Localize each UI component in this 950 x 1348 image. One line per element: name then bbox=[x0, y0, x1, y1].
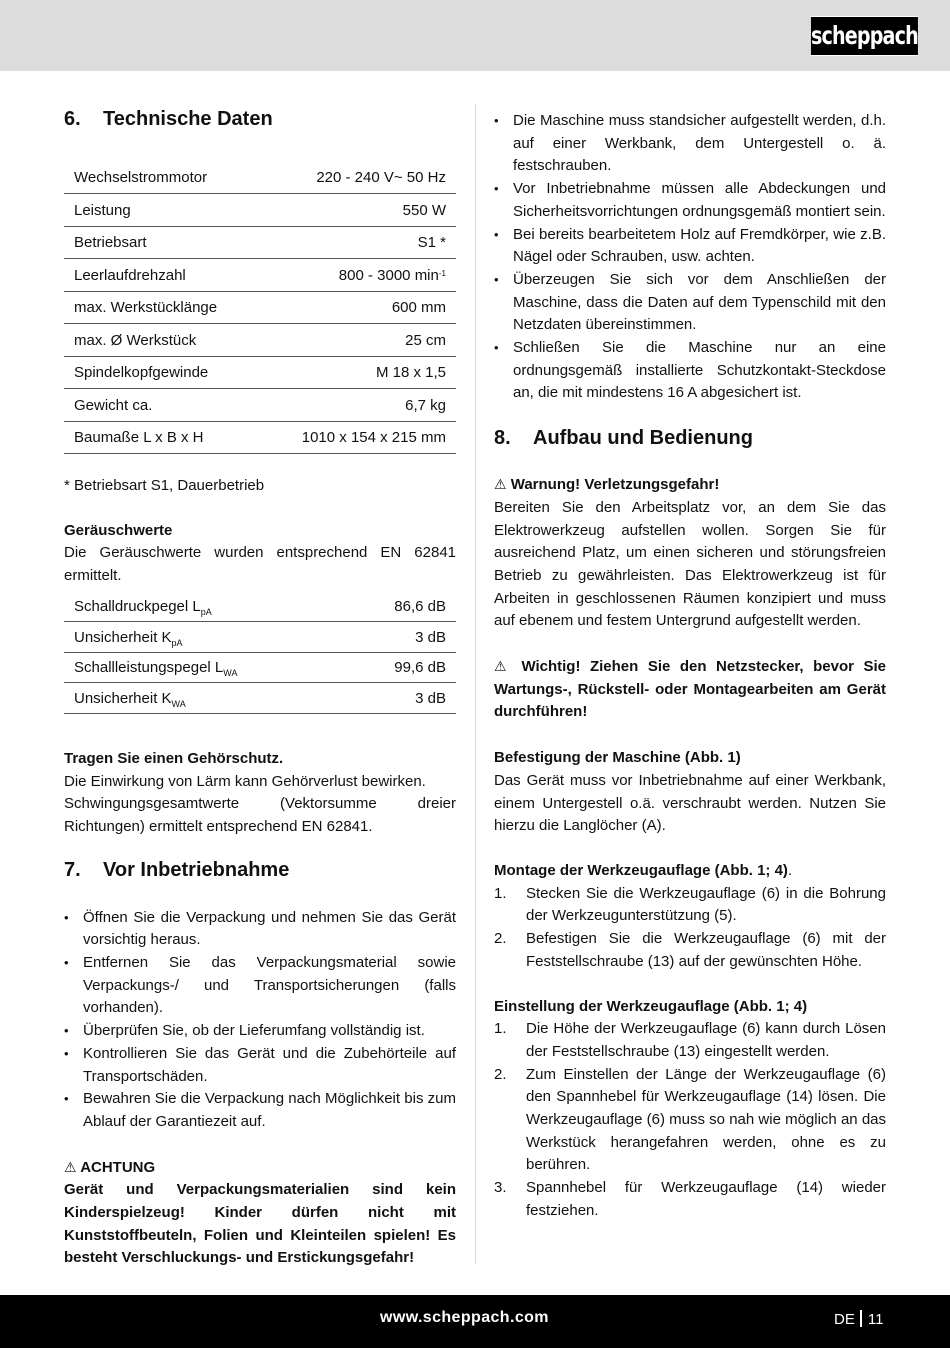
section-title: Aufbau und Bedienung bbox=[533, 427, 753, 450]
step-number: 1. bbox=[494, 1020, 507, 1038]
spec-value-text: 800 - 3000 min bbox=[338, 266, 439, 284]
hearing-text: Die Einwirkung von Lärm kann Gehörverlust bewirken. bbox=[64, 772, 426, 790]
warning-title: Warnung! Verletzungsgefahr! bbox=[510, 476, 720, 494]
assembly-steps bbox=[494, 883, 886, 974]
step-item bbox=[494, 928, 886, 973]
list-item: • Öffnen Sie die Verpackung und nehmen Sie das Gerät vorsichtig heraus. bbox=[64, 907, 456, 952]
noise-value: 3 dB bbox=[415, 689, 446, 707]
table-row bbox=[64, 622, 456, 653]
list-item: • Kontrollieren Sie das Gerät und die Zubehörteile auf Transportschäden. bbox=[64, 1043, 456, 1088]
step-item bbox=[494, 883, 886, 928]
left-column bbox=[64, 104, 456, 1270]
section-title: Vor Inbetriebnahme bbox=[103, 858, 290, 881]
table-row bbox=[64, 592, 456, 623]
spec-label: Leistung bbox=[74, 201, 131, 219]
list-item: • Bei bereits bearbeitetem Holz auf Fremdkörper, wie z.B. Nägel oder Schrauben, usw. achten. bbox=[494, 224, 886, 269]
spec-label: Wechselstrommotor bbox=[74, 169, 208, 186]
spec-value bbox=[339, 265, 446, 287]
step-text: Die Höhe der Werkzeugauflage (6) kann durch Lösen der Feststellschraube (13) eingestellt werden. bbox=[526, 1020, 886, 1060]
noise-label bbox=[74, 596, 212, 618]
warning-triangle-icon: ⚠ bbox=[494, 658, 512, 675]
step-item bbox=[494, 1064, 886, 1178]
warning-triangle-icon: ⚠ bbox=[64, 1158, 77, 1175]
noise-label-text: Unsicherheit K bbox=[74, 689, 172, 707]
section-number: 7. bbox=[64, 858, 81, 881]
caution-heading bbox=[64, 1156, 456, 1180]
spec-value: 1010 x 154 x 215 mm bbox=[301, 429, 446, 446]
step-text: Befestigen Sie die Werkzeugauflage (6) mit der Feststellschraube (13) auf der gewünschten Höhe. bbox=[526, 930, 886, 970]
mounting-text: Das Gerät muss vor Inbetriebnahme auf einer Werkbank, einem Untergestell o.ä. verschraubt werden. Nutzen Sie hierzu die Langlöcher (A). bbox=[494, 771, 886, 835]
list-item: • Vor Inbetriebnahme müssen alle Abdeckungen und Sicherheitsvorrichtungen ordnungsgemäß montiert sein. bbox=[494, 178, 886, 223]
noise-value: 3 dB bbox=[415, 628, 446, 646]
pre-operation-list bbox=[64, 907, 456, 1134]
spec-label: Baumaße L x B x H bbox=[74, 429, 204, 446]
assembly-heading bbox=[494, 860, 886, 883]
noise-value: 86,6 dB bbox=[394, 598, 446, 616]
superscript: -1 bbox=[438, 268, 446, 278]
table-row bbox=[64, 161, 456, 194]
list-item: • Überprüfen Sie, ob der Lieferumfang vollständig ist. bbox=[64, 1020, 456, 1043]
spec-label: max. Werkstücklänge bbox=[74, 299, 218, 316]
pre-operation-list-continued bbox=[494, 110, 886, 405]
spec-label: Gewicht ca. bbox=[74, 396, 153, 414]
table-row bbox=[64, 324, 456, 357]
step-number: 1. bbox=[494, 884, 507, 902]
list-item: • Schließen Sie die Maschine nur an eine ordnungsgemäß installierte Schutzkontakt-Steckdose an, die mit mindestens 16 A abgesichert ist. bbox=[494, 337, 886, 405]
list-item: • Die Maschine muss standsicher aufgestellt werden, d.h. auf einer Werkbank, dem Untergestell o. ä. festschrauben. bbox=[494, 110, 886, 178]
spec-value: 550 W bbox=[402, 201, 446, 219]
step-number: 2. bbox=[494, 930, 507, 948]
list-item: • Bewahren Sie die Verpackung nach Möglichkeit bis zum Ablauf der Garantiezeit auf. bbox=[64, 1088, 456, 1133]
table-row bbox=[64, 227, 456, 260]
subscript: pA bbox=[200, 607, 212, 618]
footnote: * Betriebsart S1, Dauerbetrieb bbox=[64, 477, 265, 494]
step-item bbox=[494, 1177, 886, 1222]
page-number: 11 bbox=[867, 1311, 884, 1328]
hearing-protection-heading: Tragen Sie einen Gehörschutz. bbox=[64, 749, 284, 767]
noise-intro: Die Geräuschwerte wurden entsprechend EN 62841 ermittelt. bbox=[64, 544, 456, 585]
section-title: Technische Daten bbox=[103, 108, 273, 130]
footer-bar bbox=[0, 1295, 950, 1348]
important-text: Wichtig! Ziehen Sie den Netzstecker, bevor Sie Wartungs-, Rückstell- oder Montagearbeiten am Gerät durchführen! bbox=[494, 658, 886, 721]
right-column bbox=[494, 104, 886, 1223]
spec-value: M 18 x 1,5 bbox=[375, 364, 446, 381]
mounting-heading: Befestigung der Maschine (Abb. 1) bbox=[494, 749, 741, 767]
noise-heading: Geräuschwerte bbox=[64, 521, 173, 539]
noise-label-text: Schallleistungspegel L bbox=[74, 659, 224, 677]
caution-text: Gerät und Verpackungsmaterialien sind kein Kinderspielzeug! Kinder dürfen nicht mit Kunststoffbeuteln, Folien und Kleinteilen spielen! Es besteht Verschluckungs- und Erstickungsgefahr! bbox=[64, 1181, 456, 1267]
section-8-heading bbox=[494, 423, 886, 453]
spec-label: max. Ø Werkstück bbox=[74, 331, 197, 349]
assembly-heading-text: Montage der Werkzeugauflage (Abb. 1; 4) bbox=[494, 861, 788, 879]
step-text: Zum Einstellen der Länge der Werkzeugauflage (6) den Spannhebel für Werkzeugauflage (14) lösen. Die Werkzeugauflage (6) muss so nah wie möglich an das Werkstück herangefahren werden, ohne es zu berühren. bbox=[526, 1065, 886, 1174]
table-row bbox=[64, 292, 456, 325]
spec-value: 220 - 240 V~ 50 Hz bbox=[316, 169, 446, 186]
table-row bbox=[64, 259, 456, 292]
spec-value: 6,7 kg bbox=[405, 396, 446, 414]
table-row bbox=[64, 683, 456, 714]
warning-triangle-icon: ⚠ bbox=[494, 476, 507, 493]
spec-value: 600 mm bbox=[391, 299, 446, 316]
warning-text: Bereiten Sie den Arbeitsplatz vor, an dem Sie das Elektrowerkzeug aufstellen wollen. Sorgen Sie für ausreichend Platz, um einen sicheren und störungsfreien Betrieb zu gewährleisten. Das Elektrowerkzeug ist für Arbeiten in geschlossenen Räumen konzipiert und muss auf ebenem und festem Untergrund aufgestellt werden. bbox=[494, 498, 886, 630]
spec-value: S1 * bbox=[417, 234, 446, 251]
list-item: • Entfernen Sie das Verpackungsmaterial sowie Verpackungs-/ und Transportsicherungen (falls vorhanden). bbox=[64, 952, 456, 1020]
section-number: 6. bbox=[64, 108, 81, 130]
adjustment-heading: Einstellung der Werkzeugauflage (Abb. 1; 4) bbox=[494, 997, 808, 1015]
step-item bbox=[494, 1018, 886, 1063]
noise-label bbox=[74, 688, 186, 710]
section-number: 8. bbox=[494, 427, 511, 450]
step-number: 3. bbox=[494, 1179, 507, 1197]
list-item: • Überzeugen Sie sich vor dem Anschließen der Maschine, dass die Daten auf dem Typenschild mit den Netzdaten übereinstimmen. bbox=[494, 269, 886, 337]
spec-value: 25 cm bbox=[405, 331, 446, 349]
noise-label-text: Schalldruckpegel L bbox=[74, 598, 201, 616]
step-text: Spannhebel für Werkzeugauflage (14) wieder festziehen. bbox=[526, 1179, 886, 1219]
assembly-heading-suffix: . bbox=[787, 861, 793, 879]
adjustment-steps bbox=[494, 1018, 886, 1222]
spec-label: Leerlaufdrehzahl bbox=[74, 266, 186, 284]
important-notice bbox=[494, 655, 886, 724]
language-code: DE bbox=[834, 1311, 855, 1328]
brand-logo: scheppach bbox=[810, 16, 919, 56]
table-row bbox=[64, 653, 456, 684]
noise-label-text: Unsicherheit K bbox=[74, 628, 172, 646]
header-band bbox=[0, 0, 950, 71]
separator bbox=[860, 1310, 862, 1327]
spec-label: Betriebsart bbox=[74, 234, 147, 251]
subscript: WA bbox=[171, 698, 186, 709]
spec-label: Spindelkopfgewinde bbox=[74, 364, 209, 381]
technical-data-table bbox=[64, 161, 456, 454]
table-row bbox=[64, 194, 456, 227]
step-text: Stecken Sie die Werkzeugauflage (6) in die Bohrung der Werkzeugunterstützung (5). bbox=[526, 884, 886, 925]
vibration-text: Schwingungsgesamtwerte (Vektorsumme dreier Richtungen) ermittelt entsprechend EN 62841. bbox=[64, 795, 456, 835]
table-row bbox=[64, 357, 456, 390]
step-number: 2. bbox=[494, 1065, 507, 1083]
section-7-heading bbox=[64, 855, 456, 885]
caution-title: ACHTUNG bbox=[80, 1158, 156, 1176]
column-divider bbox=[475, 104, 476, 1264]
table-row bbox=[64, 422, 456, 455]
section-6-heading bbox=[64, 104, 456, 134]
noise-values-table bbox=[64, 592, 456, 714]
warning-heading bbox=[494, 473, 886, 497]
noise-label bbox=[74, 657, 237, 679]
subscript: pA bbox=[171, 637, 183, 648]
page-indicator bbox=[834, 1310, 883, 1328]
website-link[interactable]: www.scheppach.com bbox=[380, 1309, 549, 1326]
noise-value: 99,6 dB bbox=[394, 659, 446, 677]
subscript: WA bbox=[223, 668, 238, 679]
noise-label bbox=[74, 627, 183, 649]
table-row bbox=[64, 389, 456, 422]
